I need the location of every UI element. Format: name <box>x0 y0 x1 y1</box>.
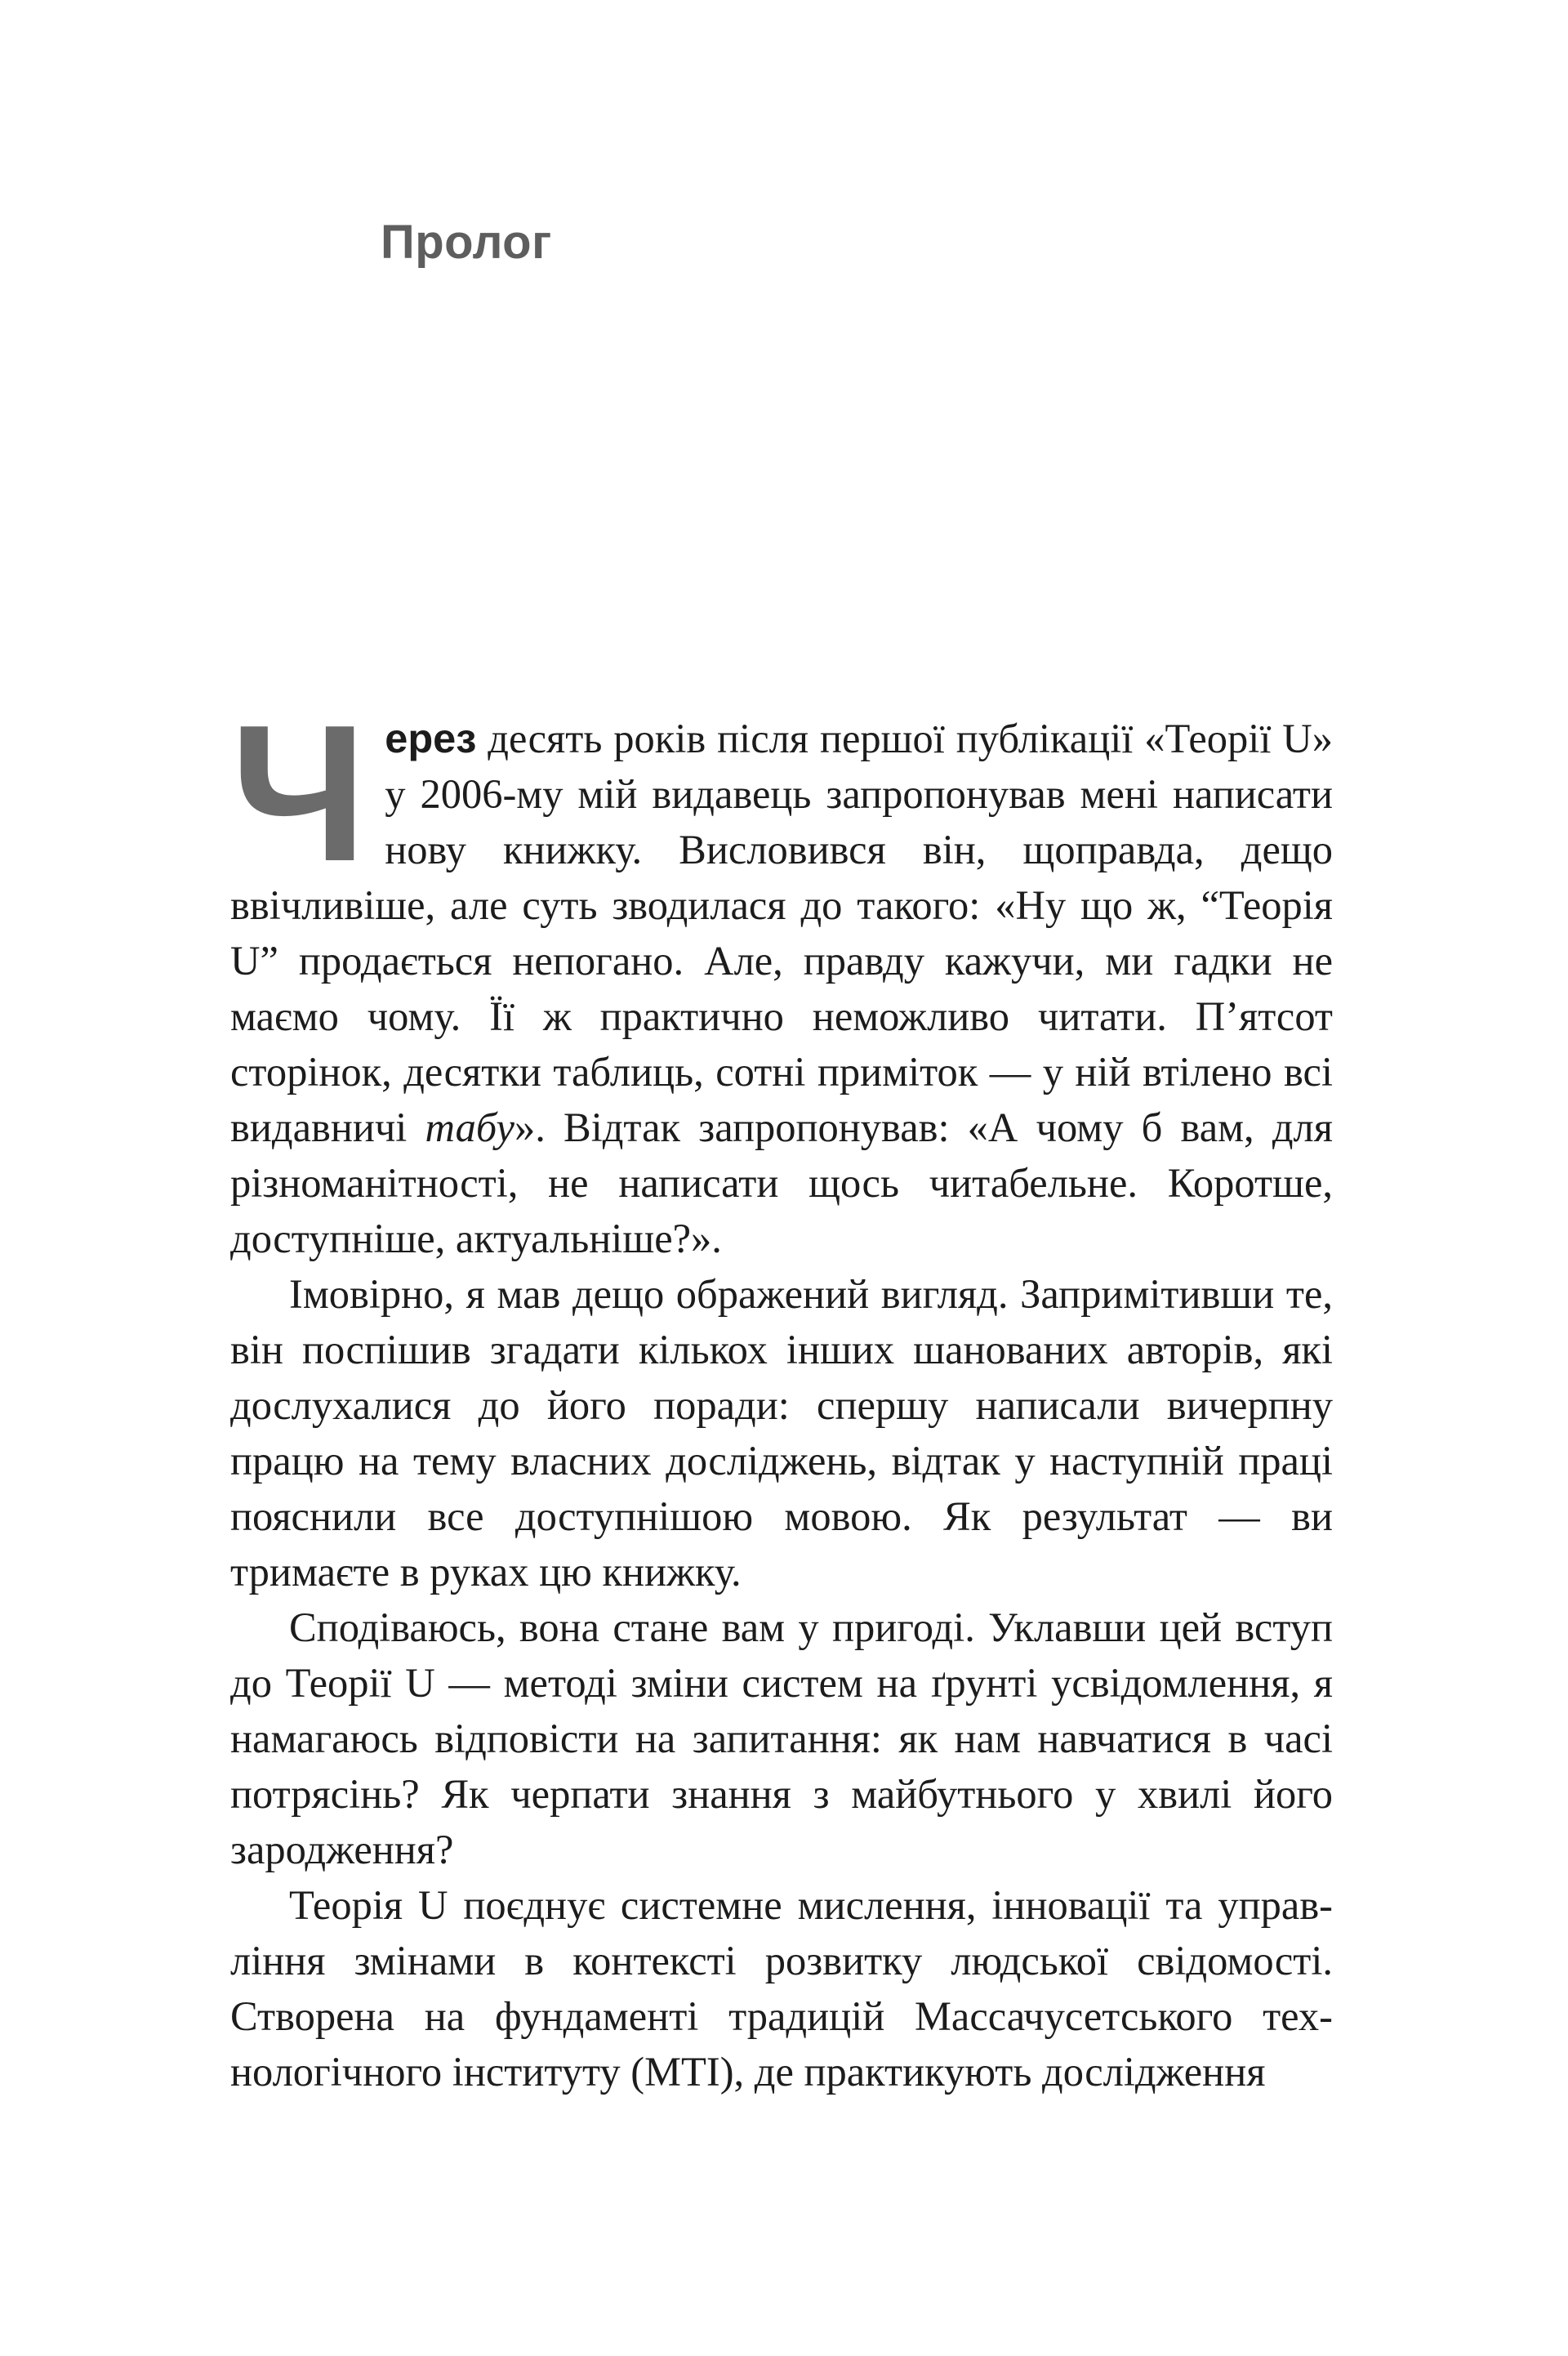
paragraph-1-text-b: ». Відтак запропонував: «А чому б вам, для різноманітності, не написати щось читабельне. Коротше, доступніше, актуальніше?». <box>230 1104 1333 1261</box>
paragraph-1-text-a: десять років після першої публікації «Теорії U» у 2006-му мій видавець запропонував мені написати нову книжку. Висловився він, щоправда, дещо ввічливіше, але суть зводилася до такого: «Ну що ж, “Теорія U” продається непогано. Але, правду кажучи, ми гадки не маємо чому. Її ж практично неможливо читати. П’ятсот сторінок, десятки таблиць, сотні приміток — у ній втілено всі видавничі <box>230 716 1333 1150</box>
lead-word: ерез <box>385 715 477 761</box>
paragraph-4: Теорія U поєднує системне мислення, інновації та управління змінами в контексті розвитку людської свідомості. Створена на фундаменті традицій Массачусетського технологічного інституту (МТІ), де практикують дослідження <box>230 1882 1333 2095</box>
paragraph-1 <box>230 685 1333 1266</box>
chapter-title: Пролог <box>381 216 552 269</box>
emphasis-word: табу <box>425 1104 514 1150</box>
paragraph-3: Сподіваюсь, вона стане вам у пригоді. Уклавши цей вступ до Теорії U — методі зміни систем на ґрунті усвідомлення, я намагаюсь відповісти на запитання: як нам навчатися в часі потрясінь? Як черпати знання з майбутнього у хвилі його зародження? <box>230 1604 1333 1872</box>
drop-cap: Ч <box>230 685 368 902</box>
paragraph-2: Імовірно, я мав дещо ображений вигляд. Запримітивши те, він поспішив згадати кількох інших шанованих авторів, які дослухалися до його поради: спершу написали вичерпну працю на тему власних досліджень, відтак у наступній праці пояснили все доступнішою мовою. Як результат — ви тримаєте в руках цю книжку. <box>230 1271 1333 1595</box>
body-text <box>230 685 1333 2099</box>
